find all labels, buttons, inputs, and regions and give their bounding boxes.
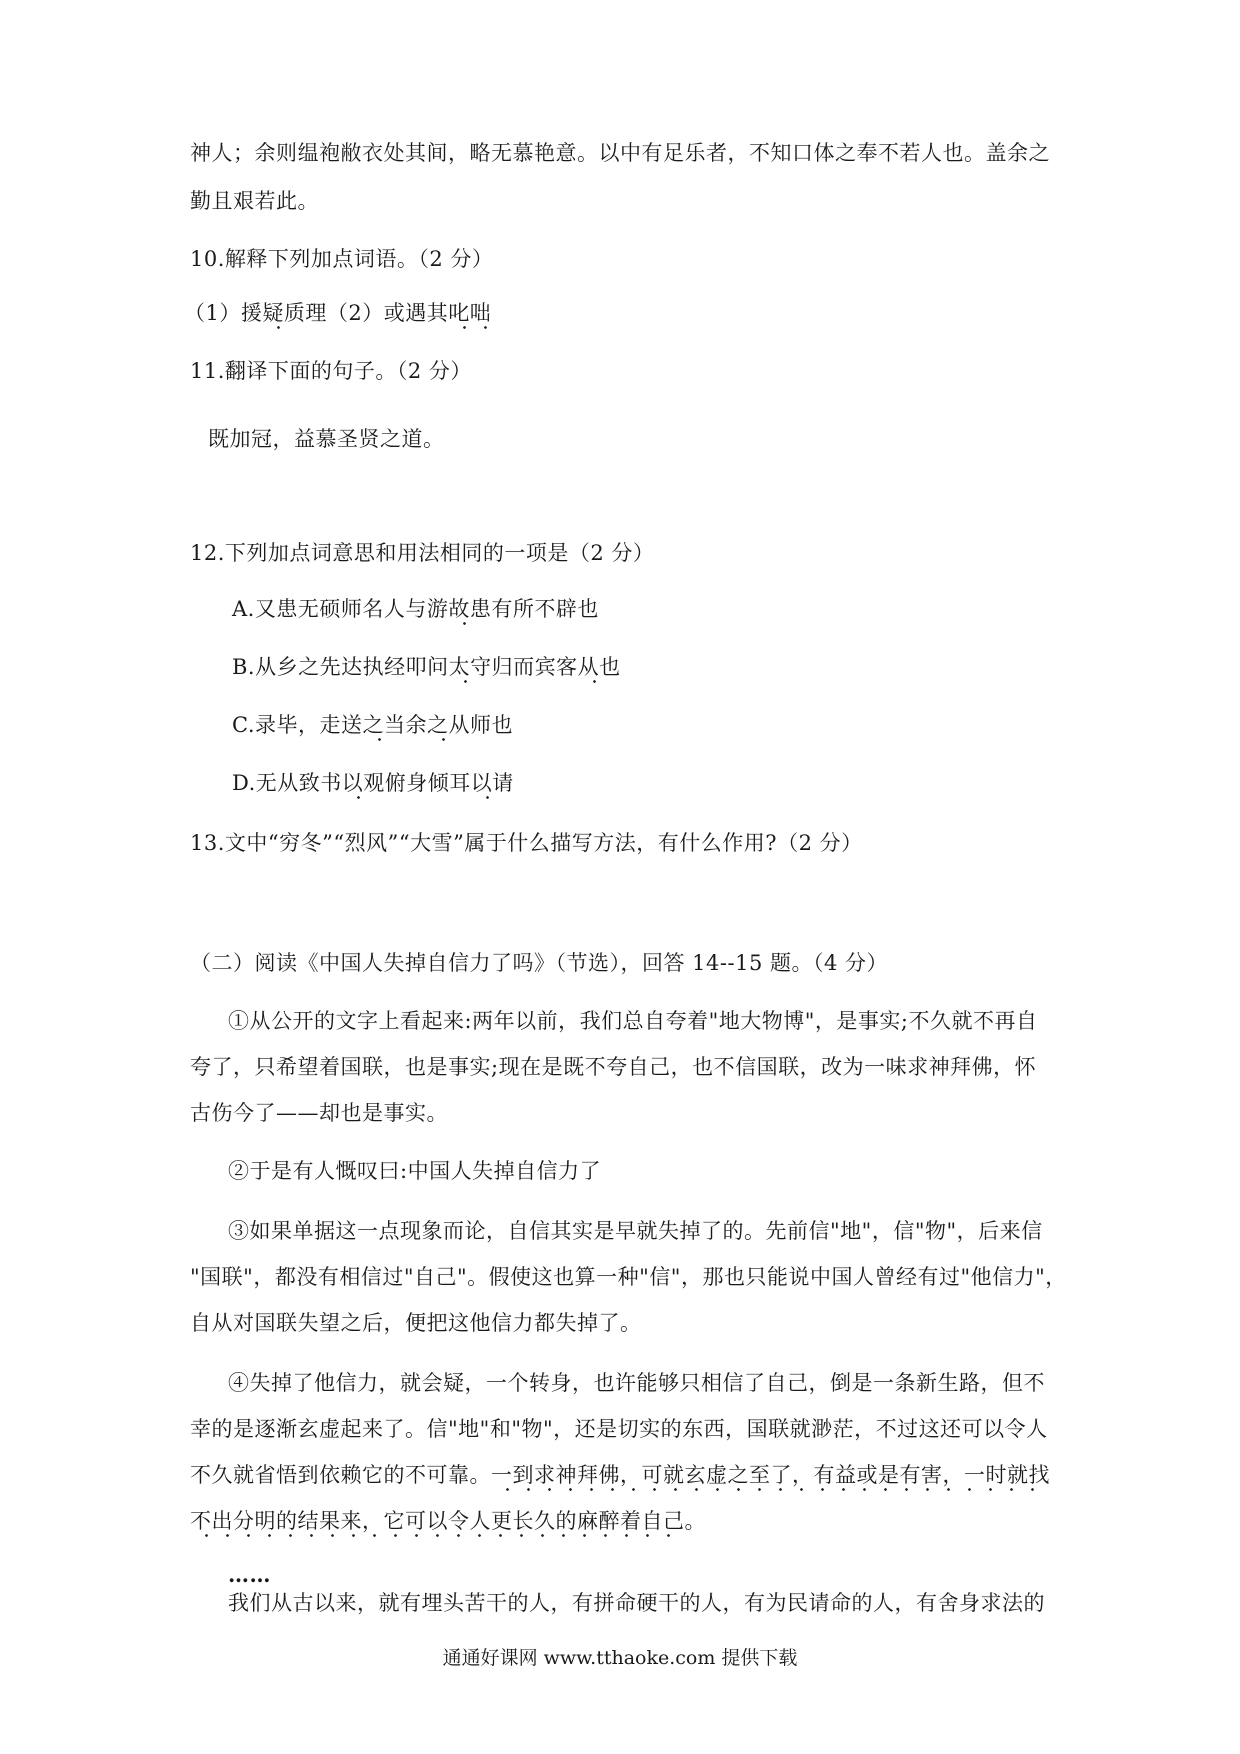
q11-sentence: 既加冠，益慕圣贤之道。 (208, 427, 445, 451)
section2-p4-line1: ④失掉了他信力，就会疑，一个转身，也许能够只相信了自己，倒是一条新生路，但不 (228, 1371, 1045, 1395)
q12-option-d (232, 768, 514, 798)
q12-b-dotted-2: 从 (577, 655, 600, 679)
section2-p4-line4 (190, 1506, 706, 1536)
q10-part1-label: （1） (184, 301, 241, 325)
section2-p3-line1: ③如果单据这一点现象而论，自信其实是早就失掉了的。先前信"地"，信"物"，后来信 (228, 1219, 1043, 1243)
section2-p1-line3: 古伤今了——却也是事实。 (190, 1101, 448, 1125)
prev-text-line-2: 勤且艰若此。 (190, 189, 319, 213)
q12-c-mid: 当余 (384, 713, 427, 737)
q12-c-post: 从师也 (448, 713, 513, 737)
q12-stem: 12.下列加点词意思和用法相同的一项是（2 分） (190, 541, 655, 565)
section2-p1-line2: 夸了，只希望着国联，也是事实;现在是既不夸自己，也不信国联，改为一味求神拜佛，怀 (190, 1055, 1037, 1079)
q12-b-dotted-1: 太 (448, 655, 471, 679)
q12-d-post: 请 (492, 771, 514, 795)
q12-option-a (232, 594, 599, 624)
q13-stem: 13.文中“穷冬”“烈风”“大雪”属于什么描写方法，有什么作用?（2 分） (190, 831, 863, 855)
q12-c-dotted-1: 之 (362, 713, 384, 737)
q10-parts (184, 298, 491, 328)
section2-heading: （二）阅读《中国人失掉自信力了吗》（节选），回答 14--15 题。（4 分） (190, 951, 889, 975)
q12-c-dotted-2: 之 (427, 713, 449, 737)
section2-p3-line3: 自从对国联失望之后，便把这他信力都失掉了。 (190, 1311, 642, 1335)
q10-part1-pre: 援 (240, 301, 263, 325)
q12-b-post: 也 (599, 655, 621, 679)
prev-text-line-1: 神人；余则缊袍敝衣处其间，略无慕艳意。以中有足乐者，不知口体之奉不若人也。盖余之 (190, 141, 1050, 165)
q12-a-dotted: 故 (448, 597, 470, 621)
p4-line3-plain: 不久就省悟到依赖它的不可靠。 (190, 1463, 491, 1487)
q10-part2-dotted: 叱咄 (448, 301, 492, 325)
q12-d-dotted-1: 以 (341, 771, 364, 795)
q12-option-b (232, 652, 621, 682)
p4-line3-dotted: 一到求神拜佛，可就玄虚之至了，有益或是有害，一时就找 (491, 1463, 1050, 1487)
q10-part2-pre: 或遇其 (383, 301, 449, 325)
q12-d-pre: D.无从致书 (232, 771, 342, 795)
q10-stem: 10.解释下列加点词语。（2 分） (190, 247, 494, 271)
q10-part1-dotted: 疑 (262, 301, 284, 325)
footer-credit: 通通好课网 www.tthaoke.com 提供下载 (442, 1647, 798, 1669)
ellipsis: …… (228, 1562, 271, 1587)
p4-line4-end: 。 (684, 1509, 706, 1533)
q10-part2-label: （2） (326, 301, 384, 325)
q12-b-pre: B.从乡之先达执经叩问 (232, 655, 449, 679)
q12-a-post: 患有所不辟也 (469, 597, 599, 621)
section2-p2-line1: ②于是有人慨叹曰:中国人失掉自信力了 (228, 1159, 602, 1183)
q12-b-mid: 守归而宾客 (470, 655, 578, 679)
q10-part1-post: 质理 (283, 301, 327, 325)
section2-p4-line2: 幸的是逐渐玄虚起来了。信"地"和"物"，还是切实的东西，国联就渺茫，不过这还可以令人 (190, 1417, 1048, 1441)
q12-option-c (232, 710, 513, 740)
q12-d-mid: 观俯身倾耳 (363, 771, 471, 795)
section2-p1-line1: ①从公开的文字上看起来:两年以前，我们总自夸着"地大物博"，是事实;不久就不再自 (228, 1009, 1038, 1033)
q12-a-pre: A.又患无硕师名人与游 (232, 597, 449, 621)
q12-c-pre: C.录毕，走送 (232, 713, 363, 737)
p4-line4-dotted: 不出分明的结果来，它可以令人更长久的麻醉着自己 (190, 1509, 685, 1533)
section2-p4-line3 (190, 1460, 1050, 1490)
section2-p5-line1: 我们从古以来，就有埋头苦干的人，有拼命硬干的人，有为民请命的人，有舍身求法的 (228, 1591, 1045, 1615)
q12-d-dotted-2: 以 (470, 771, 493, 795)
section2-p3-line2: "国联"，都没有相信过"自己"。假使这也算一种"信"，那也只能说中国人曾经有过"他信力"， (190, 1265, 1067, 1289)
q11-stem: 11.翻译下面的句子。（2 分） (190, 359, 472, 383)
